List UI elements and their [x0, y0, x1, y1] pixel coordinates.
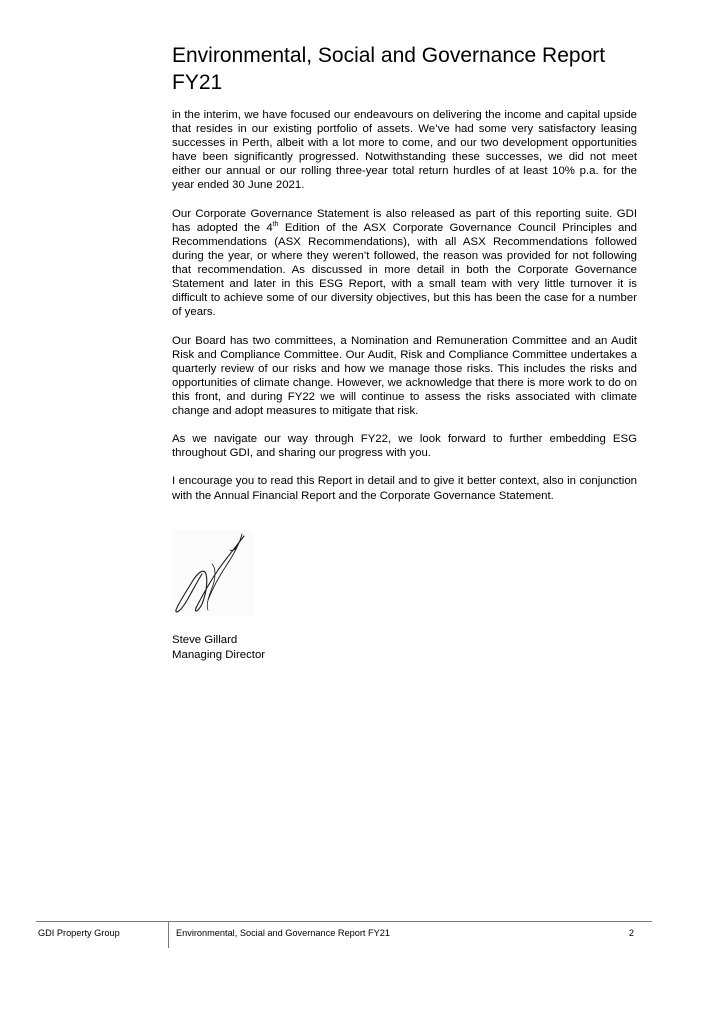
handwritten-signature — [172, 530, 254, 616]
letter-body — [172, 108, 637, 517]
footer-divider — [168, 922, 169, 948]
signer-role: Managing Director — [172, 649, 266, 661]
page-title — [172, 42, 652, 96]
title-line-1: Environmental, Social and Governance Report — [172, 44, 606, 67]
signer-name: Steve Gillard — [172, 634, 238, 646]
paragraph-3: Our Board has two committees, a Nomination and Remuneration Committee and an Audit Risk and Compliance Committee. Our Audit, Risk and Compliance Committee undertakes a quarterly review of our risks and how we manage those risks. This includes the risks and opportunities of climate change. However, we acknowledge that there is more work to do on this front, and during FY22 we will continue to assess the risks associated with climate change and adopt measures to mitigate that risk. — [172, 334, 637, 417]
title-line-2: FY21 — [172, 71, 223, 94]
footer-company: GDI Property Group — [38, 928, 120, 938]
paragraph-4: As we navigate our way through FY22, we look forward to further embedding ESG throughout GDI, and sharing our progress with you. — [172, 433, 637, 460]
paragraph-2 — [172, 207, 637, 320]
signer-block — [172, 633, 265, 663]
paragraph-1: in the interim, we have focused our endeavours on delivering the income and capital upside that resides in our existing portfolio of assets. We’ve had some very satisfactory leasing successes in Perth, albeit with a lot more to come, and our two development opportunities have been significantly progressed. Notwithstanding these successes, we did not meet either our annual or our rolling three-year total return hurdles of at least 10% p.a. for the year ended 30 June 2021. — [172, 109, 637, 192]
page-number: 2 — [628, 928, 634, 938]
ordinal-superscript: th — [272, 220, 279, 228]
paragraph-2-end: Edition of the ASX Corporate Governance Council Principles and Recommendations (ASX Recommendations), with all ASX Recommendations followed during the year, or where they weren’t followed, the reason was provided for not following that recommendation. As discussed in more detail in both the Corporate Governance Statement and later in this ESG Report, with a small team with very little turnover it is difficult to achieve some of our diversity objectives, but this has been the case for a number of years. — [172, 221, 637, 319]
footer-rule — [36, 921, 652, 922]
paragraph-5: I encourage you to read this Report in detail and to give it better context, also in conjunction with the Annual Financial Report and the Corporate Governance Statement. — [172, 475, 637, 502]
paragraph-2-start: Our Corporate Governance Statement is also released as part of this reporting suite. GDI has adopted the 4 — [172, 207, 637, 234]
footer-report-title: Environmental, Social and Governance Report FY21 — [176, 928, 390, 938]
